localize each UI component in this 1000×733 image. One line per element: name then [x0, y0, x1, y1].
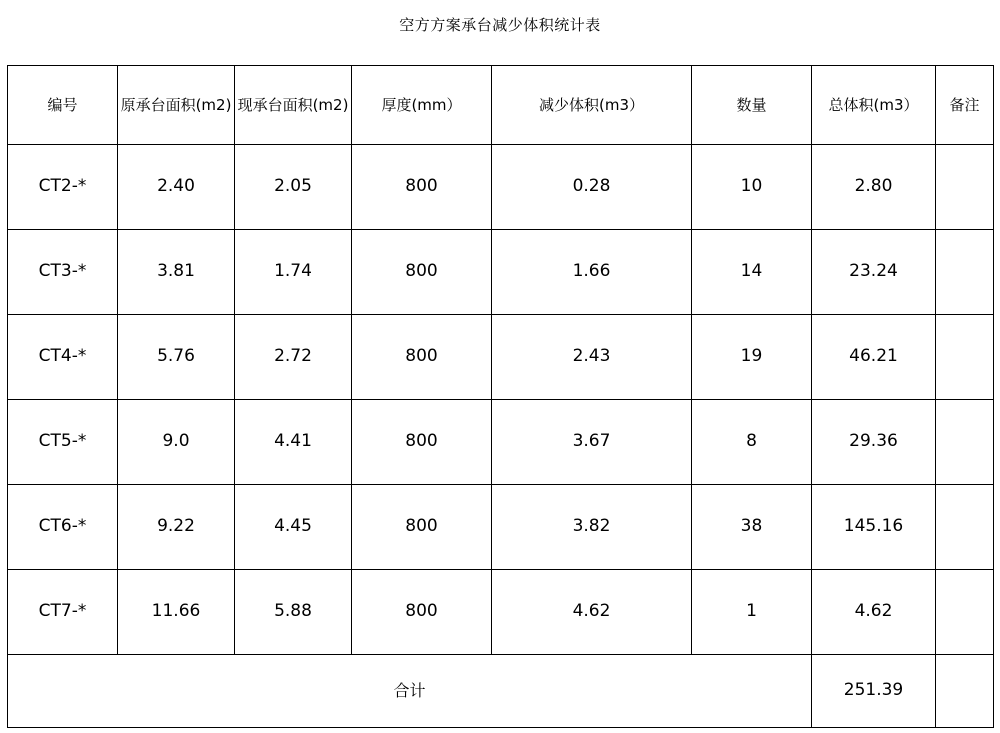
cell-quantity-value: 19: [740, 346, 763, 367]
cell-current-area-value: 2.05: [274, 176, 312, 197]
cell-current-area: [235, 400, 352, 485]
column-header-thickness: [352, 66, 492, 145]
cell-total-volume-value: 145.16: [843, 516, 904, 537]
cell-code-value: CT2-*: [38, 176, 87, 197]
cell-quantity-value: 10: [740, 176, 763, 197]
cell-reduced-volume-value: 1.66: [572, 261, 611, 282]
page-title: 空方方案承台减少体积统计表: [399, 16, 601, 34]
cell-code-value: CT4-*: [38, 346, 87, 367]
table-row: [8, 400, 994, 485]
cell-thickness-value: 800: [405, 176, 438, 197]
table-row: [8, 145, 994, 230]
cell-total-volume: [812, 315, 936, 400]
cell-remark: [936, 400, 994, 485]
cell-remark: [936, 230, 994, 315]
column-header-reduced-volume: [492, 66, 692, 145]
column-header-original-area: [118, 66, 235, 145]
cell-total-volume-sum-value: 251.39: [843, 680, 904, 701]
cell-thickness-value: 800: [405, 261, 438, 282]
cell-total-volume: [812, 400, 936, 485]
cell-original-area: [118, 485, 235, 570]
cell-original-area: [118, 230, 235, 315]
cell-remark: [936, 145, 994, 230]
cell-quantity: [692, 485, 812, 570]
cell-original-area: [118, 400, 235, 485]
table-row: [8, 230, 994, 315]
cell-current-area-value: 2.72: [274, 346, 312, 367]
table-header-row: [8, 66, 994, 145]
cell-thickness: [352, 315, 492, 400]
cell-total-volume-value: 2.80: [854, 176, 893, 197]
cell-quantity: [692, 400, 812, 485]
cell-original-area-value: 9.0: [162, 431, 190, 452]
cell-thickness-value: 800: [405, 601, 438, 622]
column-header-remark-label: 备注: [949, 95, 980, 114]
column-header-total-volume-label: 总体积(m3）: [828, 95, 919, 114]
column-header-reduced-volume-label: 减少体积(m3）: [538, 95, 644, 114]
cell-original-area: [118, 145, 235, 230]
cell-quantity: [692, 145, 812, 230]
cell-original-area-value: 2.40: [157, 176, 195, 197]
cell-code: [8, 315, 118, 400]
cell-total-remark: [936, 655, 994, 728]
cell-reduced-volume-value: 2.43: [572, 346, 611, 367]
cell-total-volume-sum: [812, 655, 936, 728]
cell-original-area: [118, 315, 235, 400]
cell-thickness-value: 800: [405, 346, 438, 367]
cell-total-volume: [812, 485, 936, 570]
cell-reduced-volume: [492, 145, 692, 230]
cell-reduced-volume-value: 0.28: [572, 176, 611, 197]
cell-quantity-value: 1: [746, 601, 757, 622]
cell-current-area-value: 4.41: [274, 431, 312, 452]
cell-reduced-volume: [492, 570, 692, 655]
cell-thickness: [352, 230, 492, 315]
cell-quantity-value: 8: [746, 431, 757, 452]
cell-code-value: CT3-*: [38, 261, 87, 282]
cell-thickness: [352, 485, 492, 570]
cell-original-area: [118, 570, 235, 655]
cell-code: [8, 570, 118, 655]
cell-thickness: [352, 400, 492, 485]
cell-current-area-value: 4.45: [274, 516, 312, 537]
cell-thickness-value: 800: [405, 516, 438, 537]
cell-reduced-volume: [492, 485, 692, 570]
cell-reduced-volume-value: 3.82: [572, 516, 611, 537]
cell-original-area-value: 3.81: [157, 261, 195, 282]
cell-quantity-value: 38: [740, 516, 763, 537]
cell-total-volume-value: 23.24: [849, 261, 898, 282]
column-header-original-area-label: 原承台面积(m2): [120, 95, 232, 114]
cell-remark: [936, 315, 994, 400]
cell-current-area: [235, 315, 352, 400]
cell-code: [8, 485, 118, 570]
cell-reduced-volume-value: 3.67: [572, 431, 611, 452]
cell-total-volume: [812, 570, 936, 655]
cell-thickness-value: 800: [405, 431, 438, 452]
statistics-table: [7, 65, 994, 728]
column-header-quantity-label: 数量: [736, 95, 767, 114]
cell-total-volume: [812, 145, 936, 230]
cell-code: [8, 230, 118, 315]
cell-total-volume: [812, 230, 936, 315]
table-row: [8, 570, 994, 655]
cell-total-volume-value: 46.21: [849, 346, 898, 367]
table-row: [8, 485, 994, 570]
column-header-code-label: 编号: [47, 95, 78, 114]
column-header-code: [8, 66, 118, 145]
column-header-total-volume: [812, 66, 936, 145]
column-header-remark: [936, 66, 994, 145]
cell-quantity: [692, 315, 812, 400]
column-header-quantity: [692, 66, 812, 145]
cell-total-label-value: 合计: [393, 681, 426, 700]
cell-reduced-volume: [492, 230, 692, 315]
cell-quantity-value: 14: [740, 261, 763, 282]
cell-total-volume-value: 4.62: [854, 601, 893, 622]
cell-remark: [936, 485, 994, 570]
cell-code-value: CT5-*: [38, 431, 87, 452]
cell-original-area-value: 11.66: [151, 601, 201, 622]
column-header-current-area: [235, 66, 352, 145]
cell-code: [8, 145, 118, 230]
cell-code: [8, 400, 118, 485]
cell-remark: [936, 570, 994, 655]
cell-reduced-volume: [492, 315, 692, 400]
cell-current-area: [235, 230, 352, 315]
cell-quantity: [692, 570, 812, 655]
cell-reduced-volume-value: 4.62: [572, 601, 611, 622]
cell-reduced-volume: [492, 400, 692, 485]
column-header-current-area-label: 现承台面积(m2): [237, 95, 349, 114]
table-total-row: [8, 655, 994, 728]
cell-quantity: [692, 230, 812, 315]
table-row: [8, 315, 994, 400]
cell-current-area: [235, 570, 352, 655]
column-header-thickness-label: 厚度(mm）: [381, 95, 462, 114]
cell-code-value: CT7-*: [38, 601, 87, 622]
cell-current-area-value: 5.88: [274, 601, 312, 622]
cell-original-area-value: 9.22: [157, 516, 195, 537]
cell-code-value: CT6-*: [38, 516, 87, 537]
cell-current-area: [235, 145, 352, 230]
cell-current-area: [235, 485, 352, 570]
cell-total-label: [8, 655, 812, 728]
cell-current-area-value: 1.74: [274, 261, 312, 282]
cell-total-volume-value: 29.36: [849, 431, 898, 452]
cell-thickness: [352, 570, 492, 655]
cell-original-area-value: 5.76: [157, 346, 195, 367]
cell-thickness: [352, 145, 492, 230]
